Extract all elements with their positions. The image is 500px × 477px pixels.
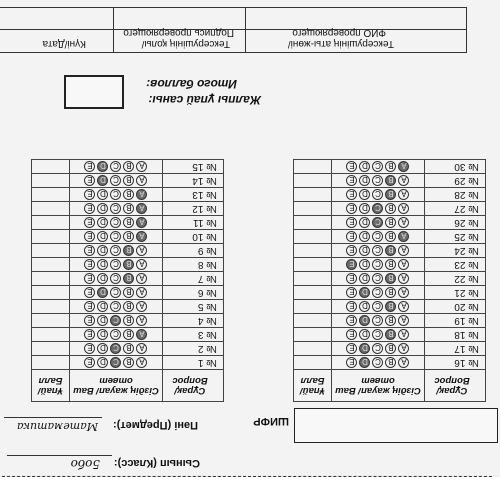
answer-bubble-e[interactable]: E <box>85 175 96 186</box>
score-cell[interactable] <box>32 300 70 314</box>
answer-bubble-c[interactable]: C <box>111 357 122 368</box>
answer-bubble-e[interactable]: E <box>347 161 358 172</box>
answer-bubble-c[interactable]: C <box>111 217 122 228</box>
question-number: № 27 <box>425 202 486 216</box>
column-header-score: Ұпай/ Балл <box>32 370 70 402</box>
answer-options <box>332 356 425 370</box>
answer-bubble-c[interactable]: C <box>373 203 384 214</box>
answer-options <box>70 356 163 370</box>
score-cell[interactable] <box>294 328 332 342</box>
date-label: Күні/Дата <box>42 38 86 49</box>
cipher-input-box[interactable] <box>294 408 498 443</box>
score-cell[interactable] <box>32 188 70 202</box>
answer-options <box>332 328 425 342</box>
answer-bubble-a[interactable]: A <box>137 259 148 270</box>
answer-bubble-c[interactable]: C <box>111 329 122 340</box>
answer-bubble-a[interactable]: A <box>399 343 410 354</box>
table-row <box>294 160 486 174</box>
answer-bubble-d[interactable]: D <box>360 301 371 312</box>
answer-bubble-e[interactable]: E <box>85 301 96 312</box>
answer-bubble-c[interactable]: C <box>373 259 384 270</box>
table-row <box>294 244 486 258</box>
answer-options <box>332 174 425 188</box>
question-number: № 16 <box>425 356 486 370</box>
answer-bubble-b[interactable]: B <box>386 175 397 186</box>
subject-value: Математика <box>16 420 98 433</box>
answer-options <box>70 216 163 230</box>
answer-bubble-a[interactable]: A <box>399 301 410 312</box>
answer-bubble-c[interactable]: C <box>373 273 384 284</box>
total-score-box[interactable] <box>64 75 124 109</box>
question-number: № 5 <box>163 300 224 314</box>
score-cell[interactable] <box>32 160 70 174</box>
answer-bubble-c[interactable]: C <box>373 343 384 354</box>
total-label-kz: Жалпы ұпай саны: <box>148 93 261 107</box>
answer-options <box>332 300 425 314</box>
answer-bubble-d[interactable]: D <box>360 343 371 354</box>
column-header-answer: Сіздің жауап/ Ваш ответ <box>70 370 163 402</box>
answer-bubble-c[interactable]: C <box>111 343 122 354</box>
answer-bubble-d[interactable]: D <box>98 203 109 214</box>
examiner-name-label-ru: ФИО проверяющего <box>292 27 386 38</box>
answer-bubble-c[interactable]: C <box>373 315 384 326</box>
score-cell[interactable] <box>294 258 332 272</box>
table-row <box>294 216 486 230</box>
answer-bubble-b[interactable]: B <box>124 161 135 172</box>
answer-bubble-d[interactable]: D <box>360 287 371 298</box>
subject-label: Пәні (Предмет): <box>113 419 198 431</box>
score-cell[interactable] <box>32 286 70 300</box>
answer-bubble-e[interactable]: E <box>347 245 358 256</box>
answer-bubble-e[interactable]: E <box>347 175 358 186</box>
table-row <box>294 342 486 356</box>
answer-bubble-b[interactable]: B <box>124 189 135 200</box>
answer-bubble-b[interactable]: B <box>124 343 135 354</box>
class-value: 5обо <box>70 457 100 471</box>
answer-bubble-b[interactable]: B <box>124 245 135 256</box>
answer-bubble-d[interactable]: D <box>360 189 371 200</box>
answer-bubble-a[interactable]: A <box>399 189 410 200</box>
answer-bubble-e[interactable]: E <box>85 287 96 298</box>
answer-bubble-d[interactable]: D <box>98 287 109 298</box>
cipher-label: ШИФР <box>253 415 289 427</box>
question-number: № 7 <box>163 272 224 286</box>
answer-bubble-a[interactable]: A <box>399 231 410 242</box>
answer-bubble-c[interactable]: C <box>111 315 122 326</box>
answer-bubble-d[interactable]: D <box>98 175 109 186</box>
answer-bubble-b[interactable]: B <box>386 357 397 368</box>
answer-bubble-c[interactable]: C <box>373 217 384 228</box>
column-header-score: Ұпай/ Балл <box>294 370 332 402</box>
table-row <box>294 174 486 188</box>
answer-bubble-e[interactable]: E <box>347 329 358 340</box>
answer-bubble-d[interactable]: D <box>98 245 109 256</box>
answer-bubble-a[interactable]: A <box>137 315 148 326</box>
answer-bubble-c[interactable]: C <box>111 231 122 242</box>
answer-bubble-a[interactable]: A <box>399 217 410 228</box>
answer-bubble-b[interactable]: B <box>386 329 397 340</box>
answer-bubble-a[interactable]: A <box>399 259 410 270</box>
answer-bubble-b[interactable]: B <box>124 301 135 312</box>
answer-bubble-b[interactable]: B <box>124 231 135 242</box>
score-cell[interactable] <box>294 314 332 328</box>
table-row <box>32 328 224 342</box>
answer-bubble-b[interactable]: B <box>386 315 397 326</box>
answer-options <box>332 160 425 174</box>
answer-bubble-d[interactable]: D <box>360 273 371 284</box>
score-cell[interactable] <box>294 286 332 300</box>
question-number: № 2 <box>163 342 224 356</box>
answer-options <box>70 286 163 300</box>
answer-options <box>332 286 425 300</box>
score-cell[interactable] <box>294 174 332 188</box>
answer-bubble-b[interactable]: B <box>386 217 397 228</box>
question-number: № 10 <box>163 230 224 244</box>
answer-bubble-d[interactable]: D <box>360 329 371 340</box>
column-header-question: Сұрақ/ Вопрос <box>163 370 224 402</box>
answer-bubble-a[interactable]: A <box>137 343 148 354</box>
answer-bubble-d[interactable]: D <box>98 301 109 312</box>
question-number: № 14 <box>163 174 224 188</box>
divider <box>113 8 114 52</box>
answer-bubble-e[interactable]: E <box>347 189 358 200</box>
table-row <box>294 188 486 202</box>
table-row <box>32 230 224 244</box>
question-number: № 11 <box>163 216 224 230</box>
answer-bubble-a[interactable]: A <box>137 245 148 256</box>
answer-bubble-e[interactable]: E <box>85 203 96 214</box>
answer-options <box>332 202 425 216</box>
question-number: № 3 <box>163 328 224 342</box>
answer-bubble-e[interactable]: E <box>85 315 96 326</box>
score-cell[interactable] <box>32 356 70 370</box>
answer-bubble-c[interactable]: C <box>111 301 122 312</box>
answer-bubble-a[interactable]: A <box>399 329 410 340</box>
answer-bubble-a[interactable]: A <box>399 273 410 284</box>
answer-bubble-c[interactable]: C <box>373 357 384 368</box>
table-row <box>294 286 486 300</box>
answer-bubble-a[interactable]: A <box>137 357 148 368</box>
answer-options <box>332 230 425 244</box>
answer-bubble-d[interactable]: D <box>360 217 371 228</box>
question-number: № 12 <box>163 202 224 216</box>
question-number: № 9 <box>163 244 224 258</box>
score-cell[interactable] <box>32 342 70 356</box>
answer-bubble-c[interactable]: C <box>111 259 122 270</box>
total-label-ru: Итого баллов: <box>146 77 237 91</box>
answer-bubble-c[interactable]: C <box>111 189 122 200</box>
table-row <box>32 342 224 356</box>
answer-bubble-e[interactable]: E <box>85 231 96 242</box>
answer-bubble-e[interactable]: E <box>85 273 96 284</box>
answer-bubble-c[interactable]: C <box>111 161 122 172</box>
answer-options <box>70 174 163 188</box>
table-row <box>32 286 224 300</box>
answer-bubble-e[interactable]: E <box>85 329 96 340</box>
score-cell[interactable] <box>294 216 332 230</box>
answer-options <box>70 314 163 328</box>
table-row <box>32 160 224 174</box>
question-number: № 15 <box>163 160 224 174</box>
answer-options <box>70 230 163 244</box>
score-cell[interactable] <box>294 160 332 174</box>
answer-bubble-d[interactable]: D <box>360 315 371 326</box>
question-number: № 8 <box>163 258 224 272</box>
answer-bubble-c[interactable]: C <box>111 203 122 214</box>
answer-options <box>332 216 425 230</box>
table-row <box>32 258 224 272</box>
score-cell[interactable] <box>294 272 332 286</box>
answer-bubble-d[interactable]: D <box>98 231 109 242</box>
table-row <box>294 328 486 342</box>
question-number: № 24 <box>425 244 486 258</box>
answer-bubble-c[interactable]: C <box>111 273 122 284</box>
answer-bubble-d[interactable]: D <box>98 343 109 354</box>
table-row <box>294 300 486 314</box>
answer-bubble-d[interactable]: D <box>98 189 109 200</box>
answer-bubble-d[interactable]: D <box>98 315 109 326</box>
answer-bubble-a[interactable]: A <box>399 357 410 368</box>
question-number: № 6 <box>163 286 224 300</box>
examiner-sign-label-kz: Тексерушінің қолы/ <box>141 38 230 49</box>
answer-options <box>70 202 163 216</box>
score-cell[interactable] <box>294 300 332 314</box>
answer-bubble-a[interactable]: A <box>137 301 148 312</box>
answer-bubble-c[interactable]: C <box>373 161 384 172</box>
score-cell[interactable] <box>32 272 70 286</box>
answer-bubble-b[interactable]: B <box>386 189 397 200</box>
answer-bubble-c[interactable]: C <box>111 245 122 256</box>
answer-bubble-c[interactable]: C <box>373 329 384 340</box>
score-cell[interactable] <box>32 328 70 342</box>
answer-bubble-b[interactable]: B <box>124 315 135 326</box>
answer-bubble-b[interactable]: B <box>124 287 135 298</box>
table-row <box>32 188 224 202</box>
answer-bubble-d[interactable]: D <box>360 175 371 186</box>
answer-options <box>332 314 425 328</box>
answer-bubble-c[interactable]: C <box>373 301 384 312</box>
score-cell[interactable] <box>294 356 332 370</box>
answer-bubble-e[interactable]: E <box>85 245 96 256</box>
answer-bubble-b[interactable]: B <box>386 231 397 242</box>
answer-bubble-a[interactable]: A <box>137 175 148 186</box>
score-cell[interactable] <box>32 258 70 272</box>
answer-bubble-b[interactable]: B <box>124 273 135 284</box>
answer-bubble-e[interactable]: E <box>85 343 96 354</box>
column-header-answer: Сіздің жауап/ Ваш ответ <box>332 370 425 402</box>
score-cell[interactable] <box>32 244 70 258</box>
answer-options <box>70 272 163 286</box>
table-row <box>32 300 224 314</box>
answer-bubble-b[interactable]: B <box>386 301 397 312</box>
answer-bubble-b[interactable]: B <box>386 203 397 214</box>
signature-box <box>0 7 467 53</box>
question-number: № 20 <box>425 300 486 314</box>
question-number: № 22 <box>425 272 486 286</box>
answer-options <box>332 272 425 286</box>
answer-bubble-d[interactable]: D <box>360 161 371 172</box>
answer-bubble-b[interactable]: B <box>124 357 135 368</box>
table-row <box>32 216 224 230</box>
answer-bubble-e[interactable]: E <box>85 259 96 270</box>
answer-bubble-a[interactable]: A <box>399 161 410 172</box>
answer-bubble-a[interactable]: A <box>137 231 148 242</box>
answer-bubble-a[interactable]: A <box>399 175 410 186</box>
answer-bubble-a[interactable]: A <box>137 217 148 228</box>
answer-bubble-b[interactable]: B <box>386 245 397 256</box>
answers-table-right <box>293 159 486 402</box>
answer-bubble-e[interactable]: E <box>347 287 358 298</box>
answer-bubble-c[interactable]: C <box>373 189 384 200</box>
question-number: № 25 <box>425 230 486 244</box>
answer-bubble-d[interactable]: D <box>360 259 371 270</box>
answer-bubble-c[interactable]: C <box>111 175 122 186</box>
answer-bubble-b[interactable]: B <box>386 343 397 354</box>
answer-bubble-e[interactable]: E <box>85 189 96 200</box>
answer-bubble-c[interactable]: C <box>373 231 384 242</box>
answers-table-left <box>31 159 224 402</box>
answer-bubble-b[interactable]: B <box>124 217 135 228</box>
question-number: № 28 <box>425 188 486 202</box>
answer-bubble-e[interactable]: E <box>347 343 358 354</box>
answer-options <box>70 328 163 342</box>
table-row <box>32 244 224 258</box>
table-row <box>294 202 486 216</box>
answer-bubble-a[interactable]: A <box>137 287 148 298</box>
answer-bubble-e[interactable]: E <box>347 315 358 326</box>
answer-bubble-a[interactable]: A <box>399 245 410 256</box>
answer-bubble-d[interactable]: D <box>98 329 109 340</box>
answer-bubble-d[interactable]: D <box>98 259 109 270</box>
answer-bubble-a[interactable]: A <box>399 287 410 298</box>
answer-bubble-d[interactable]: D <box>360 231 371 242</box>
answer-bubble-b[interactable]: B <box>124 329 135 340</box>
answer-bubble-d[interactable]: D <box>98 161 109 172</box>
answer-bubble-b[interactable]: B <box>124 203 135 214</box>
question-number: № 30 <box>425 160 486 174</box>
answer-options <box>70 160 163 174</box>
answer-bubble-e[interactable]: E <box>347 259 358 270</box>
answer-options <box>70 300 163 314</box>
score-cell[interactable] <box>32 216 70 230</box>
answer-bubble-a[interactable]: A <box>137 329 148 340</box>
table-header-row <box>32 370 224 402</box>
answer-bubble-d[interactable]: D <box>98 273 109 284</box>
question-number: № 26 <box>425 216 486 230</box>
table-row <box>294 258 486 272</box>
table-row <box>32 202 224 216</box>
answer-bubble-e[interactable]: E <box>85 217 96 228</box>
answer-bubble-a[interactable]: A <box>137 161 148 172</box>
table-row <box>32 314 224 328</box>
score-cell[interactable] <box>294 230 332 244</box>
table-row <box>32 356 224 370</box>
score-cell[interactable] <box>294 342 332 356</box>
answer-bubble-d[interactable]: D <box>360 357 371 368</box>
answer-options <box>70 244 163 258</box>
answer-bubble-d[interactable]: D <box>98 357 109 368</box>
score-cell[interactable] <box>32 202 70 216</box>
answer-bubble-b[interactable]: B <box>124 175 135 186</box>
answer-bubble-d[interactable]: D <box>360 245 371 256</box>
table-header-row <box>294 370 486 402</box>
subject-underline <box>4 417 102 418</box>
answer-bubble-c[interactable]: C <box>111 287 122 298</box>
answer-options <box>332 258 425 272</box>
question-number: № 23 <box>425 258 486 272</box>
answer-bubble-b[interactable]: B <box>386 273 397 284</box>
answer-bubble-e[interactable]: E <box>347 217 358 228</box>
answer-bubble-a[interactable]: A <box>399 315 410 326</box>
table-row <box>294 356 486 370</box>
answer-bubble-b[interactable]: B <box>386 259 397 270</box>
question-number: № 19 <box>425 314 486 328</box>
answer-bubble-b[interactable]: B <box>386 287 397 298</box>
answer-bubble-e[interactable]: E <box>85 357 96 368</box>
table-row <box>32 174 224 188</box>
score-cell[interactable] <box>32 174 70 188</box>
answer-bubble-d[interactable]: D <box>98 217 109 228</box>
column-header-question: Сұрақ/ Вопрос <box>425 370 486 402</box>
table-row <box>32 272 224 286</box>
answer-bubble-d[interactable]: D <box>360 203 371 214</box>
class-label: Сынып (Класс): <box>113 457 200 469</box>
answer-bubble-e[interactable]: E <box>347 231 358 242</box>
table-row <box>294 314 486 328</box>
answer-bubble-e[interactable]: E <box>347 357 358 368</box>
answer-bubble-e[interactable]: E <box>347 203 358 214</box>
score-cell[interactable] <box>294 244 332 258</box>
answer-bubble-c[interactable]: C <box>373 245 384 256</box>
answer-bubble-c[interactable]: C <box>373 287 384 298</box>
answer-bubble-e[interactable]: E <box>347 273 358 284</box>
score-cell[interactable] <box>32 230 70 244</box>
examiner-sign-label-ru: Подпись проверяющего <box>123 27 234 38</box>
divider <box>245 8 246 52</box>
answer-bubble-a[interactable]: A <box>137 189 148 200</box>
answer-bubble-a[interactable]: A <box>137 203 148 214</box>
answer-bubble-c[interactable]: C <box>373 175 384 186</box>
table-row <box>294 230 486 244</box>
answer-bubble-a[interactable]: A <box>399 203 410 214</box>
question-number: № 17 <box>425 342 486 356</box>
answer-bubble-e[interactable]: E <box>85 161 96 172</box>
table-row <box>294 272 486 286</box>
answer-options <box>332 342 425 356</box>
answer-options <box>70 188 163 202</box>
question-number: № 13 <box>163 188 224 202</box>
answer-bubble-e[interactable]: E <box>347 301 358 312</box>
answer-options <box>70 258 163 272</box>
answer-bubble-b[interactable]: B <box>124 259 135 270</box>
score-cell[interactable] <box>32 314 70 328</box>
answer-options <box>332 188 425 202</box>
question-number: № 4 <box>163 314 224 328</box>
answer-options <box>70 342 163 356</box>
question-number: № 18 <box>425 328 486 342</box>
answer-options <box>332 244 425 258</box>
question-number: № 29 <box>425 174 486 188</box>
score-cell[interactable] <box>294 202 332 216</box>
score-cell[interactable] <box>294 188 332 202</box>
answer-bubble-b[interactable]: B <box>386 161 397 172</box>
answer-bubble-a[interactable]: A <box>137 273 148 284</box>
question-number: № 1 <box>163 356 224 370</box>
examiner-name-label-kz: Тексерушінің аты-жөні/ <box>287 38 394 49</box>
question-number: № 21 <box>425 286 486 300</box>
class-underline <box>7 455 112 456</box>
